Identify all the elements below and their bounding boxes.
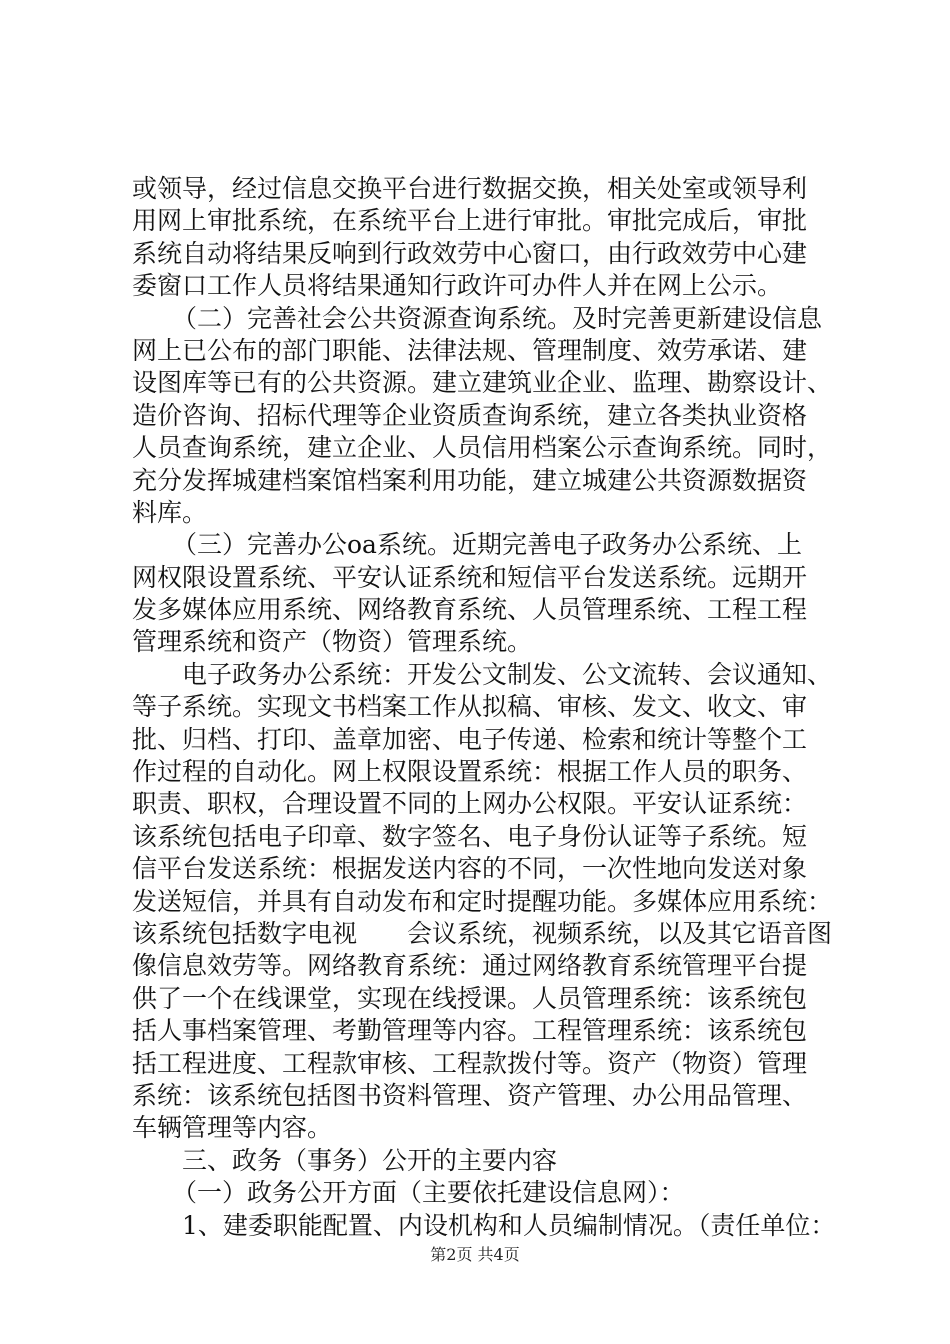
text-line: 等子系统。实现文书档案工作从拟稿、审核、发文、收文、审 — [132, 692, 808, 722]
text-line: （二）完善社会公共资源查询系统。及时完善更新建设信息 — [172, 303, 823, 333]
text-line: 供了一个在线课堂，实现在线授课。人员管理系统：该系统包 — [132, 983, 808, 1013]
text-line: 括工程进度、工程款审核、工程款拨付等。资产（物资）管理 — [132, 1048, 808, 1078]
text-line: 系统自动将结果反响到行政效劳中心窗口，由行政效劳中心建 — [132, 238, 808, 268]
text-line: 网上已公布的部门职能、法律法规、管理制度、效劳承诺、建 — [132, 335, 808, 365]
text-line: 作过程的自动化。网上权限设置系统：根据工作人员的职务、 — [132, 757, 808, 787]
text-line: 或领导，经过信息交换平台进行数据交换，相关处室或领导利 — [132, 174, 808, 203]
text-line: （一）政务公开方面（主要依托建设信息网）： — [172, 1178, 685, 1208]
text-line: 信平台发送系统：根据发送内容的不同，一次性地向发送对象 — [132, 854, 808, 884]
text-line: 该系统包括数字电视 会议系统，视频系统，以及其它语音图 — [132, 918, 833, 948]
text-line: 造价咨询、招标代理等企业资质查询系统，建立各类执业资格 — [132, 400, 808, 430]
text-line: 括人事档案管理、考勤管理等内容。工程管理系统：该系统包 — [132, 1016, 808, 1046]
text-line: 设图库等已有的公共资源。建立建筑业企业、监理、勘察设计、 — [132, 368, 833, 398]
text-line: 管理系统和资产（物资）管理系统。 — [132, 627, 533, 657]
text-line: 1、建委职能配置、内设机构和人员编制情况。（责任单位： — [182, 1210, 836, 1240]
text-line: 发多媒体应用系统、网络教育系统、人员管理系统、工程工程 — [132, 595, 808, 625]
document-body — [132, 173, 838, 1242]
text-line: 人员查询系统，建立企业、人员信用档案公示查询系统。同时， — [132, 433, 833, 463]
text-line: 该系统包括电子印章、数字签名、电子身份认证等子系统。短 — [132, 821, 808, 851]
text-line: 料库。 — [132, 497, 208, 527]
text-line: 发送短信，并具有自动发布和定时提醒功能。多媒体应用系统： — [132, 886, 833, 916]
text-line: 像信息效劳等。网络教育系统：通过网络教育系统管理平台提 — [132, 951, 808, 981]
text-line: 批、归档、打印、盖章加密、电子传递、检索和统计等整个工 — [132, 724, 808, 754]
text-line: 系统：该系统包括图书资料管理、资产管理、办公用品管理、 — [132, 1080, 808, 1110]
text-line: （三）完善办公oa系统。近期完善电子政务办公系统、上 — [172, 530, 802, 560]
text-line: 网权限设置系统、平安认证系统和短信平台发送系统。远期开 — [132, 562, 808, 592]
page-footer: 第2页 共4页 — [430, 1245, 520, 1264]
text-line: 车辆管理等内容。 — [132, 1113, 333, 1143]
text-line: 用网上审批系统，在系统平台上进行审批。审批完成后，审批 — [132, 206, 808, 236]
text-line: 职责、职权，合理设置不同的上网办公权限。平安认证系统： — [132, 789, 808, 819]
text-line: 委窗口工作人员将结果通知行政许可办件人并在网上公示。 — [132, 271, 783, 301]
text-line: 三、政务（事务）公开的主要内容 — [182, 1145, 558, 1175]
text-line: 电子政务办公系统：开发公文制发、公文流转、会议通知、 — [182, 659, 833, 689]
text-line: 充分发挥城建档案馆档案利用功能，建立城建公共资源数据资 — [132, 465, 808, 495]
